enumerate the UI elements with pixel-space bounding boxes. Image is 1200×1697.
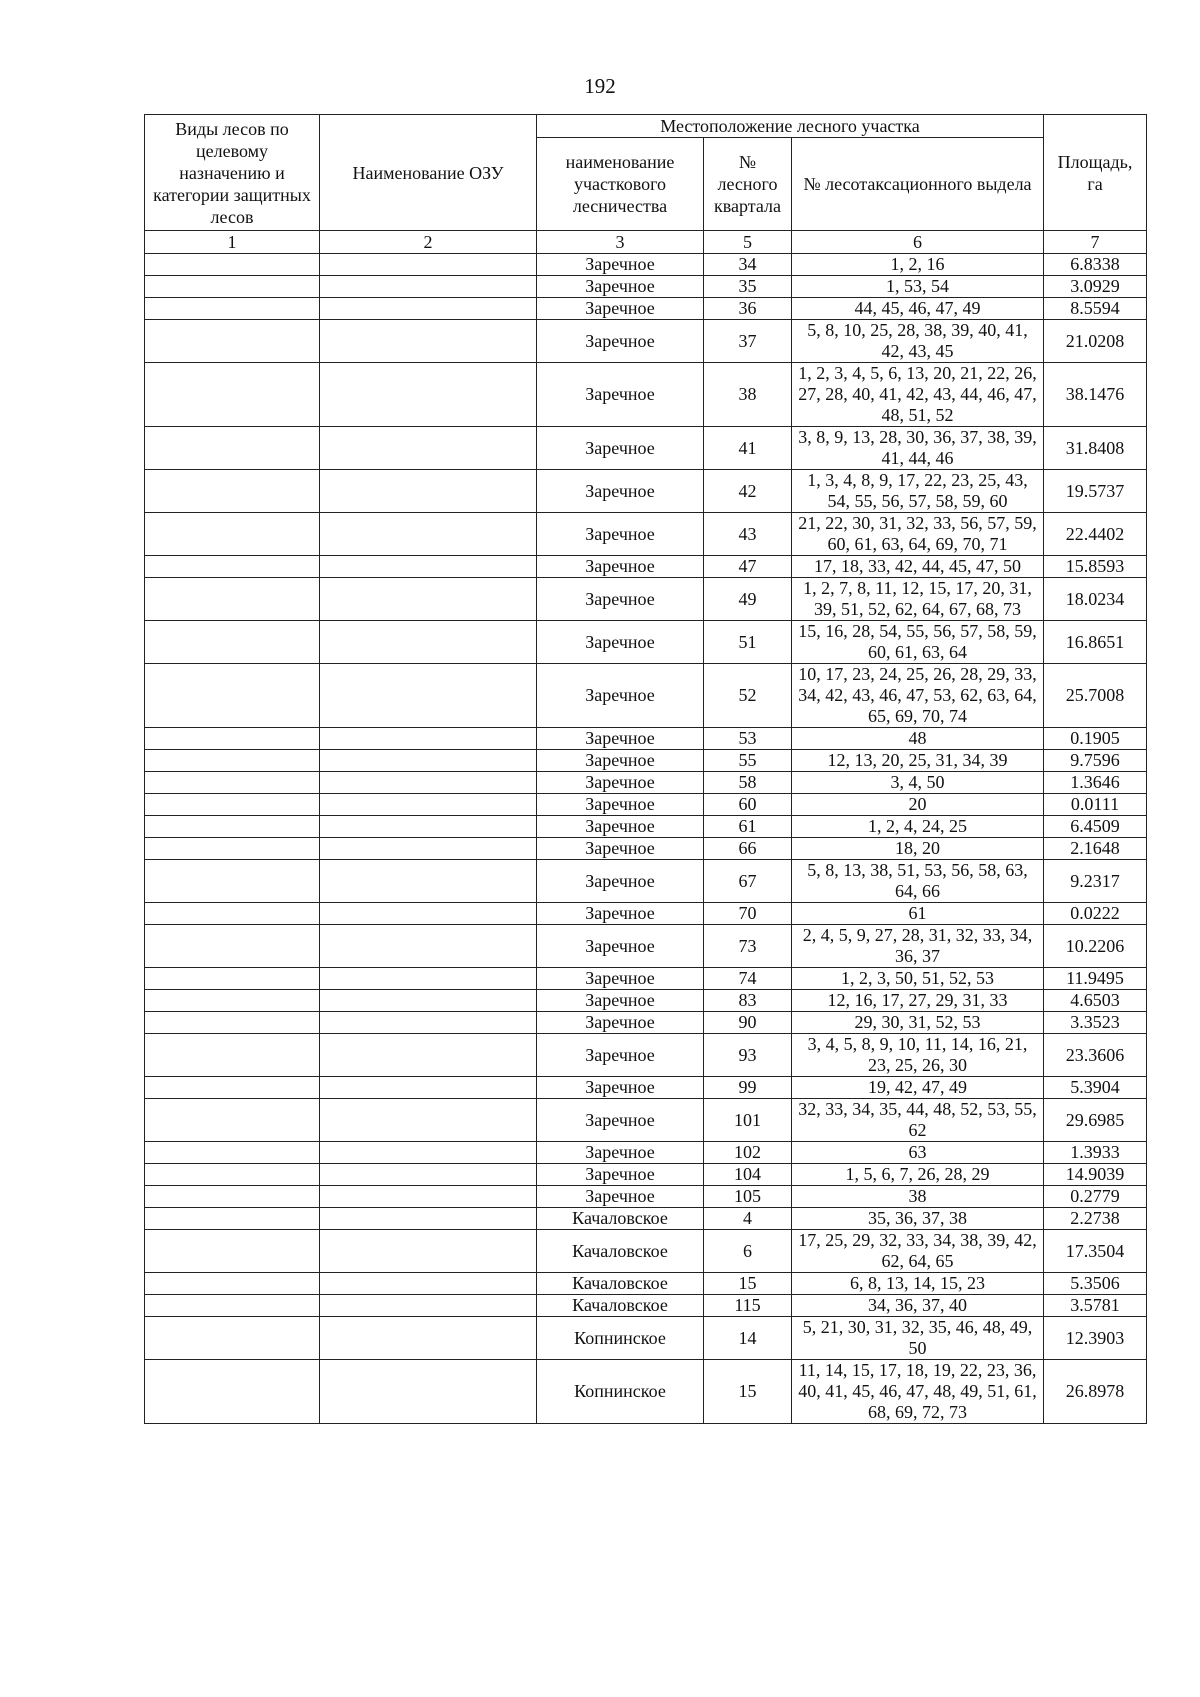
area-cell: 14.9039 [1044, 1164, 1147, 1186]
plot-numbers-cell: 1, 53, 54 [792, 276, 1044, 298]
ozu-name-cell [320, 320, 537, 363]
table-row [145, 794, 1147, 816]
area-cell: 18.0234 [1044, 578, 1147, 621]
ozu-name-cell [320, 1099, 537, 1142]
table-row [145, 1273, 1147, 1295]
area-cell: 9.2317 [1044, 860, 1147, 903]
table-row [145, 1295, 1147, 1317]
plot-numbers-cell: 1, 2, 4, 24, 25 [792, 816, 1044, 838]
ozu-name-cell [320, 556, 537, 578]
area-cell: 19.5737 [1044, 470, 1147, 513]
column-number: 5 [704, 231, 792, 254]
area-cell: 5.3904 [1044, 1077, 1147, 1099]
forestry-name-cell: Заречное [537, 903, 704, 925]
forest-type-cell [145, 1077, 320, 1099]
table-row [145, 1077, 1147, 1099]
ozu-name-cell [320, 772, 537, 794]
forest-type-cell [145, 298, 320, 320]
area-cell: 22.4402 [1044, 513, 1147, 556]
table-row [145, 664, 1147, 728]
forest-type-cell [145, 816, 320, 838]
plot-numbers-cell: 11, 14, 15, 17, 18, 19, 22, 23, 36, 40, 41, 45, 46, 47, 48, 49, 51, 61, 68, 69, 72, 73 [792, 1360, 1044, 1424]
ozu-name-cell [320, 1164, 537, 1186]
forest-type-cell [145, 1208, 320, 1230]
ozu-name-cell [320, 1208, 537, 1230]
forestry-name-cell: Заречное [537, 968, 704, 990]
forest-type-cell [145, 556, 320, 578]
ozu-name-cell [320, 427, 537, 470]
ozu-name-cell [320, 470, 537, 513]
forest-type-cell [145, 860, 320, 903]
forest-type-cell [145, 1360, 320, 1424]
table-row [145, 1164, 1147, 1186]
area-cell: 1.3646 [1044, 772, 1147, 794]
table-row [145, 1317, 1147, 1360]
table-row [145, 276, 1147, 298]
area-cell: 21.0208 [1044, 320, 1147, 363]
plot-numbers-cell: 2, 4, 5, 9, 27, 28, 31, 32, 33, 34, 36, 37 [792, 925, 1044, 968]
forestry-name-cell: Заречное [537, 925, 704, 968]
plot-numbers-cell: 3, 4, 5, 8, 9, 10, 11, 14, 16, 21, 23, 25, 26, 30 [792, 1034, 1044, 1077]
quarter-number-cell: 105 [704, 1186, 792, 1208]
table-row [145, 1012, 1147, 1034]
forest-type-cell [145, 1273, 320, 1295]
table-row [145, 968, 1147, 990]
quarter-number-cell: 61 [704, 816, 792, 838]
forestry-name-cell: Заречное [537, 298, 704, 320]
quarter-number-cell: 15 [704, 1360, 792, 1424]
table-row [145, 772, 1147, 794]
ozu-name-cell [320, 838, 537, 860]
quarter-number-cell: 101 [704, 1099, 792, 1142]
quarter-number-cell: 6 [704, 1230, 792, 1273]
area-cell: 17.3504 [1044, 1230, 1147, 1273]
plot-numbers-cell: 10, 17, 23, 24, 25, 26, 28, 29, 33, 34, 42, 43, 46, 47, 53, 62, 63, 64, 65, 69, 70, 74 [792, 664, 1044, 728]
forestry-name-cell: Заречное [537, 1099, 704, 1142]
column-numbers-row [145, 231, 1147, 254]
table-row [145, 903, 1147, 925]
forest-type-cell [145, 968, 320, 990]
table-body [145, 254, 1147, 1424]
ozu-name-cell [320, 750, 537, 772]
plot-numbers-cell: 63 [792, 1142, 1044, 1164]
ozu-name-cell [320, 794, 537, 816]
plot-numbers-cell: 48 [792, 728, 1044, 750]
area-cell: 9.7596 [1044, 750, 1147, 772]
forest-type-cell [145, 1295, 320, 1317]
forestry-name-cell: Заречное [537, 750, 704, 772]
column-number: 3 [537, 231, 704, 254]
plot-numbers-cell: 18, 20 [792, 838, 1044, 860]
forest-type-cell [145, 664, 320, 728]
header-forestry-name: наименование участкового лесничества [537, 138, 704, 231]
plot-numbers-cell: 12, 13, 20, 25, 31, 34, 39 [792, 750, 1044, 772]
forest-type-cell [145, 363, 320, 427]
forestry-name-cell: Заречное [537, 276, 704, 298]
plot-numbers-cell: 5, 8, 10, 25, 28, 38, 39, 40, 41, 42, 43, 45 [792, 320, 1044, 363]
forest-type-cell [145, 621, 320, 664]
forest-type-cell [145, 1012, 320, 1034]
table-row [145, 838, 1147, 860]
quarter-number-cell: 41 [704, 427, 792, 470]
area-cell: 10.2206 [1044, 925, 1147, 968]
plot-numbers-cell: 6, 8, 13, 14, 15, 23 [792, 1273, 1044, 1295]
header-forest-type: Виды лесов по целевому назначению и категории защитных лесов [145, 115, 320, 231]
forestry-name-cell: Качаловское [537, 1295, 704, 1317]
plot-numbers-cell: 17, 18, 33, 42, 44, 45, 47, 50 [792, 556, 1044, 578]
quarter-number-cell: 102 [704, 1142, 792, 1164]
plot-numbers-cell: 5, 21, 30, 31, 32, 35, 46, 48, 49, 50 [792, 1317, 1044, 1360]
ozu-name-cell [320, 276, 537, 298]
area-cell: 16.8651 [1044, 621, 1147, 664]
forestry-name-cell: Заречное [537, 320, 704, 363]
quarter-number-cell: 99 [704, 1077, 792, 1099]
column-number: 7 [1044, 231, 1147, 254]
area-cell: 4.6503 [1044, 990, 1147, 1012]
forestry-name-cell: Заречное [537, 578, 704, 621]
table-row [145, 621, 1147, 664]
ozu-name-cell [320, 816, 537, 838]
header-plot-number: № лесотаксационного выдела [792, 138, 1044, 231]
table-row [145, 1034, 1147, 1077]
forestry-name-cell: Заречное [537, 1012, 704, 1034]
plot-numbers-cell: 15, 16, 28, 54, 55, 56, 57, 58, 59, 60, 61, 63, 64 [792, 621, 1044, 664]
table-row [145, 556, 1147, 578]
plot-numbers-cell: 61 [792, 903, 1044, 925]
area-cell: 31.8408 [1044, 427, 1147, 470]
forest-type-cell [145, 990, 320, 1012]
quarter-number-cell: 74 [704, 968, 792, 990]
forest-type-cell [145, 1164, 320, 1186]
quarter-number-cell: 51 [704, 621, 792, 664]
forestry-name-cell: Заречное [537, 556, 704, 578]
plot-numbers-cell: 1, 2, 3, 4, 5, 6, 13, 20, 21, 22, 26, 27, 28, 40, 41, 42, 43, 44, 46, 47, 48, 51, 52 [792, 363, 1044, 427]
ozu-name-cell [320, 513, 537, 556]
ozu-name-cell [320, 860, 537, 903]
forest-type-cell [145, 1317, 320, 1360]
plot-numbers-cell: 1, 2, 3, 50, 51, 52, 53 [792, 968, 1044, 990]
forest-type-cell [145, 925, 320, 968]
header-ozu-name: Наименование ОЗУ [320, 115, 537, 231]
column-number: 1 [145, 231, 320, 254]
quarter-number-cell: 15 [704, 1273, 792, 1295]
quarter-number-cell: 73 [704, 925, 792, 968]
table-row [145, 860, 1147, 903]
plot-numbers-cell: 3, 4, 50 [792, 772, 1044, 794]
forestry-name-cell: Заречное [537, 621, 704, 664]
quarter-number-cell: 42 [704, 470, 792, 513]
ozu-name-cell [320, 990, 537, 1012]
plot-numbers-cell: 1, 3, 4, 8, 9, 17, 22, 23, 25, 43, 54, 55, 56, 57, 58, 59, 60 [792, 470, 1044, 513]
forestry-name-cell: Качаловское [537, 1273, 704, 1295]
forestry-name-cell: Заречное [537, 860, 704, 903]
table-row [145, 750, 1147, 772]
plot-numbers-cell: 21, 22, 30, 31, 32, 33, 56, 57, 59, 60, 61, 63, 64, 69, 70, 71 [792, 513, 1044, 556]
table-row [145, 1142, 1147, 1164]
area-cell: 23.3606 [1044, 1034, 1147, 1077]
forest-type-cell [145, 254, 320, 276]
plot-numbers-cell: 38 [792, 1186, 1044, 1208]
header-area: Площадь, га [1044, 115, 1147, 231]
forest-type-cell [145, 1142, 320, 1164]
quarter-number-cell: 34 [704, 254, 792, 276]
forest-type-cell [145, 427, 320, 470]
ozu-name-cell [320, 1142, 537, 1164]
table-row [145, 1186, 1147, 1208]
forestry-name-cell: Копнинское [537, 1360, 704, 1424]
forest-type-cell [145, 1034, 320, 1077]
quarter-number-cell: 60 [704, 794, 792, 816]
ozu-name-cell [320, 1077, 537, 1099]
table-row [145, 578, 1147, 621]
forestry-name-cell: Заречное [537, 1164, 704, 1186]
forest-type-cell [145, 276, 320, 298]
forest-type-cell [145, 513, 320, 556]
forestry-name-cell: Заречное [537, 254, 704, 276]
table-row [145, 925, 1147, 968]
ozu-name-cell [320, 1295, 537, 1317]
plot-numbers-cell: 19, 42, 47, 49 [792, 1077, 1044, 1099]
plot-numbers-cell: 12, 16, 17, 27, 29, 31, 33 [792, 990, 1044, 1012]
quarter-number-cell: 43 [704, 513, 792, 556]
plot-numbers-cell: 32, 33, 34, 35, 44, 48, 52, 53, 55, 62 [792, 1099, 1044, 1142]
plot-numbers-cell: 1, 5, 6, 7, 26, 28, 29 [792, 1164, 1044, 1186]
area-cell: 6.4509 [1044, 816, 1147, 838]
forestry-name-cell: Заречное [537, 1034, 704, 1077]
forestry-name-cell: Заречное [537, 470, 704, 513]
table-row [145, 1360, 1147, 1424]
area-cell: 2.2738 [1044, 1208, 1147, 1230]
column-number: 6 [792, 231, 1044, 254]
quarter-number-cell: 53 [704, 728, 792, 750]
table-row [145, 470, 1147, 513]
forestry-name-cell: Заречное [537, 816, 704, 838]
forest-type-cell [145, 320, 320, 363]
table-row [145, 513, 1147, 556]
forestry-name-cell: Копнинское [537, 1317, 704, 1360]
table-row [145, 1208, 1147, 1230]
plot-numbers-cell: 35, 36, 37, 38 [792, 1208, 1044, 1230]
forestry-name-cell: Заречное [537, 990, 704, 1012]
forestry-name-cell: Заречное [537, 1142, 704, 1164]
area-cell: 3.0929 [1044, 276, 1147, 298]
forestry-name-cell: Заречное [537, 363, 704, 427]
forest-type-cell [145, 1186, 320, 1208]
ozu-name-cell [320, 363, 537, 427]
ozu-name-cell [320, 1273, 537, 1295]
forest-type-cell [145, 728, 320, 750]
table-row [145, 298, 1147, 320]
ozu-name-cell [320, 925, 537, 968]
area-cell: 0.1905 [1044, 728, 1147, 750]
plot-numbers-cell: 44, 45, 46, 47, 49 [792, 298, 1044, 320]
forestry-name-cell: Заречное [537, 664, 704, 728]
quarter-number-cell: 47 [704, 556, 792, 578]
table-row [145, 320, 1147, 363]
quarter-number-cell: 4 [704, 1208, 792, 1230]
area-cell: 0.2779 [1044, 1186, 1147, 1208]
area-cell: 3.3523 [1044, 1012, 1147, 1034]
column-number: 2 [320, 231, 537, 254]
area-cell: 15.8593 [1044, 556, 1147, 578]
forestry-name-cell: Заречное [537, 513, 704, 556]
area-cell: 0.0111 [1044, 794, 1147, 816]
quarter-number-cell: 66 [704, 838, 792, 860]
forest-type-cell [145, 838, 320, 860]
plot-numbers-cell: 17, 25, 29, 32, 33, 34, 38, 39, 42, 62, 64, 65 [792, 1230, 1044, 1273]
forestry-name-cell: Заречное [537, 772, 704, 794]
quarter-number-cell: 14 [704, 1317, 792, 1360]
ozu-name-cell [320, 1360, 537, 1424]
quarter-number-cell: 90 [704, 1012, 792, 1034]
forestry-name-cell: Заречное [537, 427, 704, 470]
ozu-name-cell [320, 1186, 537, 1208]
header-quarter-number: № лесного квартала [704, 138, 792, 231]
quarter-number-cell: 38 [704, 363, 792, 427]
ozu-name-cell [320, 903, 537, 925]
quarter-number-cell: 58 [704, 772, 792, 794]
area-cell: 8.5594 [1044, 298, 1147, 320]
ozu-name-cell [320, 1317, 537, 1360]
header-location-group: Местоположение лесного участка [537, 115, 1044, 138]
table-row [145, 728, 1147, 750]
quarter-number-cell: 49 [704, 578, 792, 621]
forest-type-cell [145, 578, 320, 621]
forest-type-cell [145, 772, 320, 794]
ozu-name-cell [320, 298, 537, 320]
area-cell: 5.3506 [1044, 1273, 1147, 1295]
plot-numbers-cell: 3, 8, 9, 13, 28, 30, 36, 37, 38, 39, 41, 44, 46 [792, 427, 1044, 470]
area-cell: 11.9495 [1044, 968, 1147, 990]
quarter-number-cell: 70 [704, 903, 792, 925]
ozu-name-cell [320, 254, 537, 276]
area-cell: 26.8978 [1044, 1360, 1147, 1424]
forestry-name-cell: Заречное [537, 794, 704, 816]
table-row [145, 254, 1147, 276]
quarter-number-cell: 52 [704, 664, 792, 728]
ozu-name-cell [320, 1012, 537, 1034]
page-number: 192 [584, 74, 616, 98]
plot-numbers-cell: 29, 30, 31, 52, 53 [792, 1012, 1044, 1034]
forest-type-cell [145, 1099, 320, 1142]
quarter-number-cell: 83 [704, 990, 792, 1012]
ozu-name-cell [320, 621, 537, 664]
forest-type-cell [145, 794, 320, 816]
plot-numbers-cell: 20 [792, 794, 1044, 816]
table-row [145, 990, 1147, 1012]
forest-type-cell [145, 1230, 320, 1273]
ozu-name-cell [320, 728, 537, 750]
area-cell: 25.7008 [1044, 664, 1147, 728]
area-cell: 29.6985 [1044, 1099, 1147, 1142]
forestry-name-cell: Заречное [537, 1186, 704, 1208]
area-cell: 0.0222 [1044, 903, 1147, 925]
plot-numbers-cell: 1, 2, 16 [792, 254, 1044, 276]
area-cell: 6.8338 [1044, 254, 1147, 276]
table-row [145, 1230, 1147, 1273]
plot-numbers-cell: 1, 2, 7, 8, 11, 12, 15, 17, 20, 31, 39, 51, 52, 62, 64, 67, 68, 73 [792, 578, 1044, 621]
quarter-number-cell: 104 [704, 1164, 792, 1186]
forestry-name-cell: Заречное [537, 838, 704, 860]
quarter-number-cell: 35 [704, 276, 792, 298]
table-row [145, 363, 1147, 427]
forest-type-cell [145, 470, 320, 513]
quarter-number-cell: 67 [704, 860, 792, 903]
plot-numbers-cell: 5, 8, 13, 38, 51, 53, 56, 58, 63, 64, 66 [792, 860, 1044, 903]
plot-numbers-cell: 34, 36, 37, 40 [792, 1295, 1044, 1317]
area-cell: 12.3903 [1044, 1317, 1147, 1360]
ozu-name-cell [320, 1230, 537, 1273]
quarter-number-cell: 93 [704, 1034, 792, 1077]
quarter-number-cell: 55 [704, 750, 792, 772]
forestry-name-cell: Качаловское [537, 1230, 704, 1273]
table-row [145, 427, 1147, 470]
table-row [145, 1099, 1147, 1142]
quarter-number-cell: 36 [704, 298, 792, 320]
ozu-name-cell [320, 968, 537, 990]
forest-plots-table [144, 114, 1147, 1424]
area-cell: 38.1476 [1044, 363, 1147, 427]
area-cell: 3.5781 [1044, 1295, 1147, 1317]
area-cell: 1.3933 [1044, 1142, 1147, 1164]
ozu-name-cell [320, 664, 537, 728]
forest-type-cell [145, 903, 320, 925]
ozu-name-cell [320, 1034, 537, 1077]
area-cell: 2.1648 [1044, 838, 1147, 860]
forestry-name-cell: Заречное [537, 1077, 704, 1099]
forest-type-cell [145, 750, 320, 772]
ozu-name-cell [320, 578, 537, 621]
table-row [145, 816, 1147, 838]
quarter-number-cell: 115 [704, 1295, 792, 1317]
forestry-name-cell: Заречное [537, 728, 704, 750]
quarter-number-cell: 37 [704, 320, 792, 363]
forestry-name-cell: Качаловское [537, 1208, 704, 1230]
